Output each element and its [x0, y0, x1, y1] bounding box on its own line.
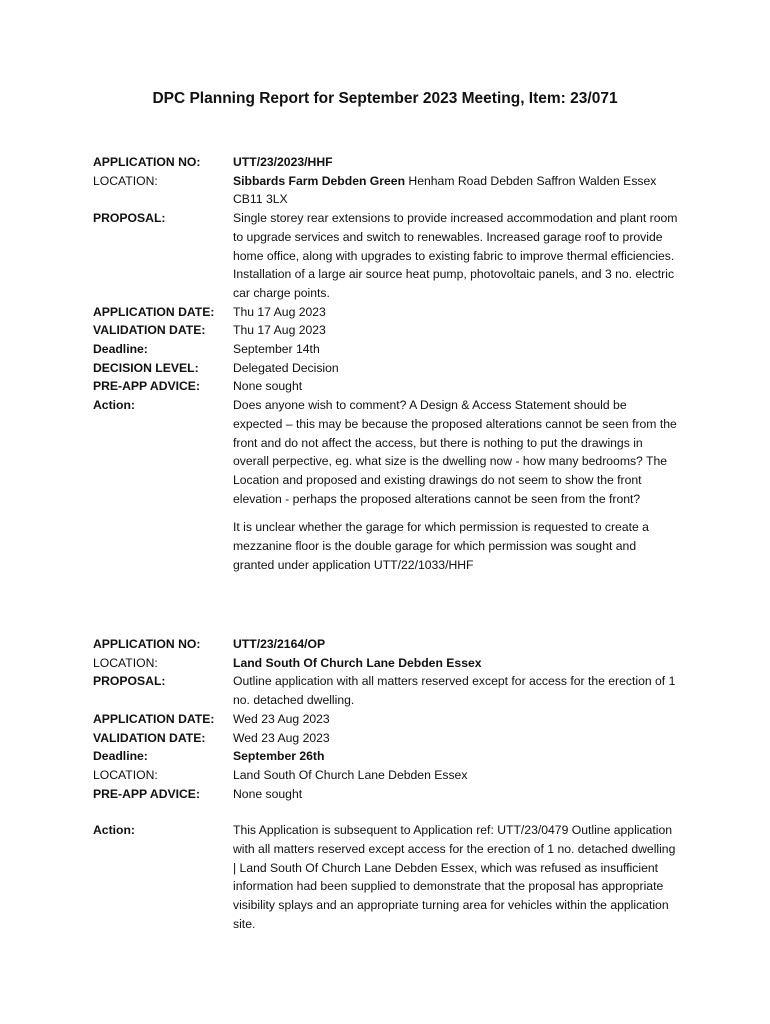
location-value	[233, 172, 679, 209]
preapp-value: None sought	[233, 379, 303, 394]
deadline-value: September 14th	[233, 342, 320, 357]
validation-date-row	[93, 729, 693, 748]
proposal-row	[93, 672, 693, 709]
location-repeat-value: Land South Of Church Lane Debden Essex	[233, 767, 468, 782]
preapp-row	[93, 785, 693, 804]
field-label: PRE-APP ADVICE:	[93, 379, 200, 394]
action-row	[93, 396, 693, 574]
application-no-row	[93, 635, 693, 654]
application-number: UTT/23/2023/HHF	[233, 155, 333, 169]
application-number: UTT/23/2164/OP	[233, 637, 326, 651]
field-label: PRE-APP ADVICE:	[93, 786, 200, 801]
proposal-value: Outline application with all matters reserved except for access for the erection of 1 no. detached dwelling.	[233, 674, 676, 708]
application-date: Wed 23 Aug 2023	[233, 711, 330, 726]
field-label: APPLICATION NO:	[93, 637, 201, 651]
field-label: APPLICATION DATE:	[93, 711, 215, 726]
application-section-2	[93, 635, 693, 934]
action-paragraph: It is unclear whether the garage for which permission is requested to create a mezzanine floor is the double garage for which permission was sought and granted under application UTT/22/1033/HHF	[233, 520, 649, 572]
application-section-1	[93, 153, 693, 574]
proposal-value: Single storey rear extensions to provide increased accommodation and plant room to upgrade services and switch to renewables. Increased garage roof to provide home office, along with upgrades to existing fabric to improve thermal efficiencies. Installation of a large air source heat pump, photovoltaic panels, and 3 no. electric car charge points.	[233, 211, 678, 300]
report-title: DPC Planning Report for September 2023 Meeting, Item: 23/071	[152, 90, 618, 107]
field-label: DECISION LEVEL:	[93, 360, 199, 375]
validation-date: Wed 23 Aug 2023	[233, 730, 330, 745]
action-value	[233, 396, 679, 574]
decision-level-row	[93, 359, 693, 378]
field-label: PROPOSAL:	[93, 211, 166, 226]
field-label: VALIDATION DATE:	[93, 730, 206, 745]
location-row	[93, 654, 693, 673]
field-label: APPLICATION NO:	[93, 155, 201, 169]
deadline-row	[93, 747, 693, 766]
validation-date: Thu 17 Aug 2023	[233, 323, 326, 338]
field-label: VALIDATION DATE:	[93, 323, 206, 338]
preapp-value: None sought	[233, 786, 303, 801]
location-rest: Henham Road Debden Saffron Walden Essex CB11 3LX	[233, 173, 657, 207]
application-no-row	[93, 153, 693, 172]
field-label: APPLICATION DATE:	[93, 304, 215, 319]
action-row	[93, 821, 693, 933]
field-label: LOCATION:	[93, 173, 158, 188]
application-date-row	[93, 710, 693, 729]
action-paragraph: Does anyone wish to comment? A Design & Access Statement should be expected – this may be because the proposed alterations cannot be seen from the front and do not affect the access, but there is nothing to put the drawings in overall perpective, eg. what size is the dwelling now - how many bedrooms? The Location and proposed and existing drawings do not seem to show the front elevation - perhaps the proposed alterations cannot be seen from the front?	[233, 398, 677, 506]
proposal-row	[93, 209, 693, 303]
application-date: Thu 17 Aug 2023	[233, 304, 326, 319]
deadline-row	[93, 340, 693, 359]
field-label: Deadline:	[93, 749, 148, 764]
field-label: Action:	[93, 823, 135, 838]
location-repeat-row	[93, 766, 693, 785]
location-row	[93, 172, 693, 209]
location-bold: Sibbards Farm Debden Green	[233, 173, 406, 188]
location-value: Land South Of Church Lane Debden Essex	[233, 655, 482, 670]
field-label: LOCATION:	[93, 767, 158, 782]
action-value: This Application is subsequent to Application ref: UTT/23/0479 Outline application with all matters reserved except access for the erection of 1 no. detached dwelling | Land South Of Church Lane Debden Essex, which was refused as insufficient information had been supplied to demonstrate that the proposal has appropriate visibility splays and an appropriate turning area for vehicles within the application site.	[233, 823, 676, 931]
field-label: LOCATION:	[93, 655, 158, 670]
field-label: Deadline:	[93, 342, 148, 357]
deadline-value: September 26th	[233, 749, 325, 764]
application-date-row	[93, 303, 693, 322]
decision-level-value: Delegated Decision	[233, 360, 339, 375]
validation-date-row	[93, 321, 693, 340]
field-label: Action:	[93, 398, 135, 413]
preapp-row	[93, 377, 693, 396]
field-label: PROPOSAL:	[93, 674, 166, 689]
